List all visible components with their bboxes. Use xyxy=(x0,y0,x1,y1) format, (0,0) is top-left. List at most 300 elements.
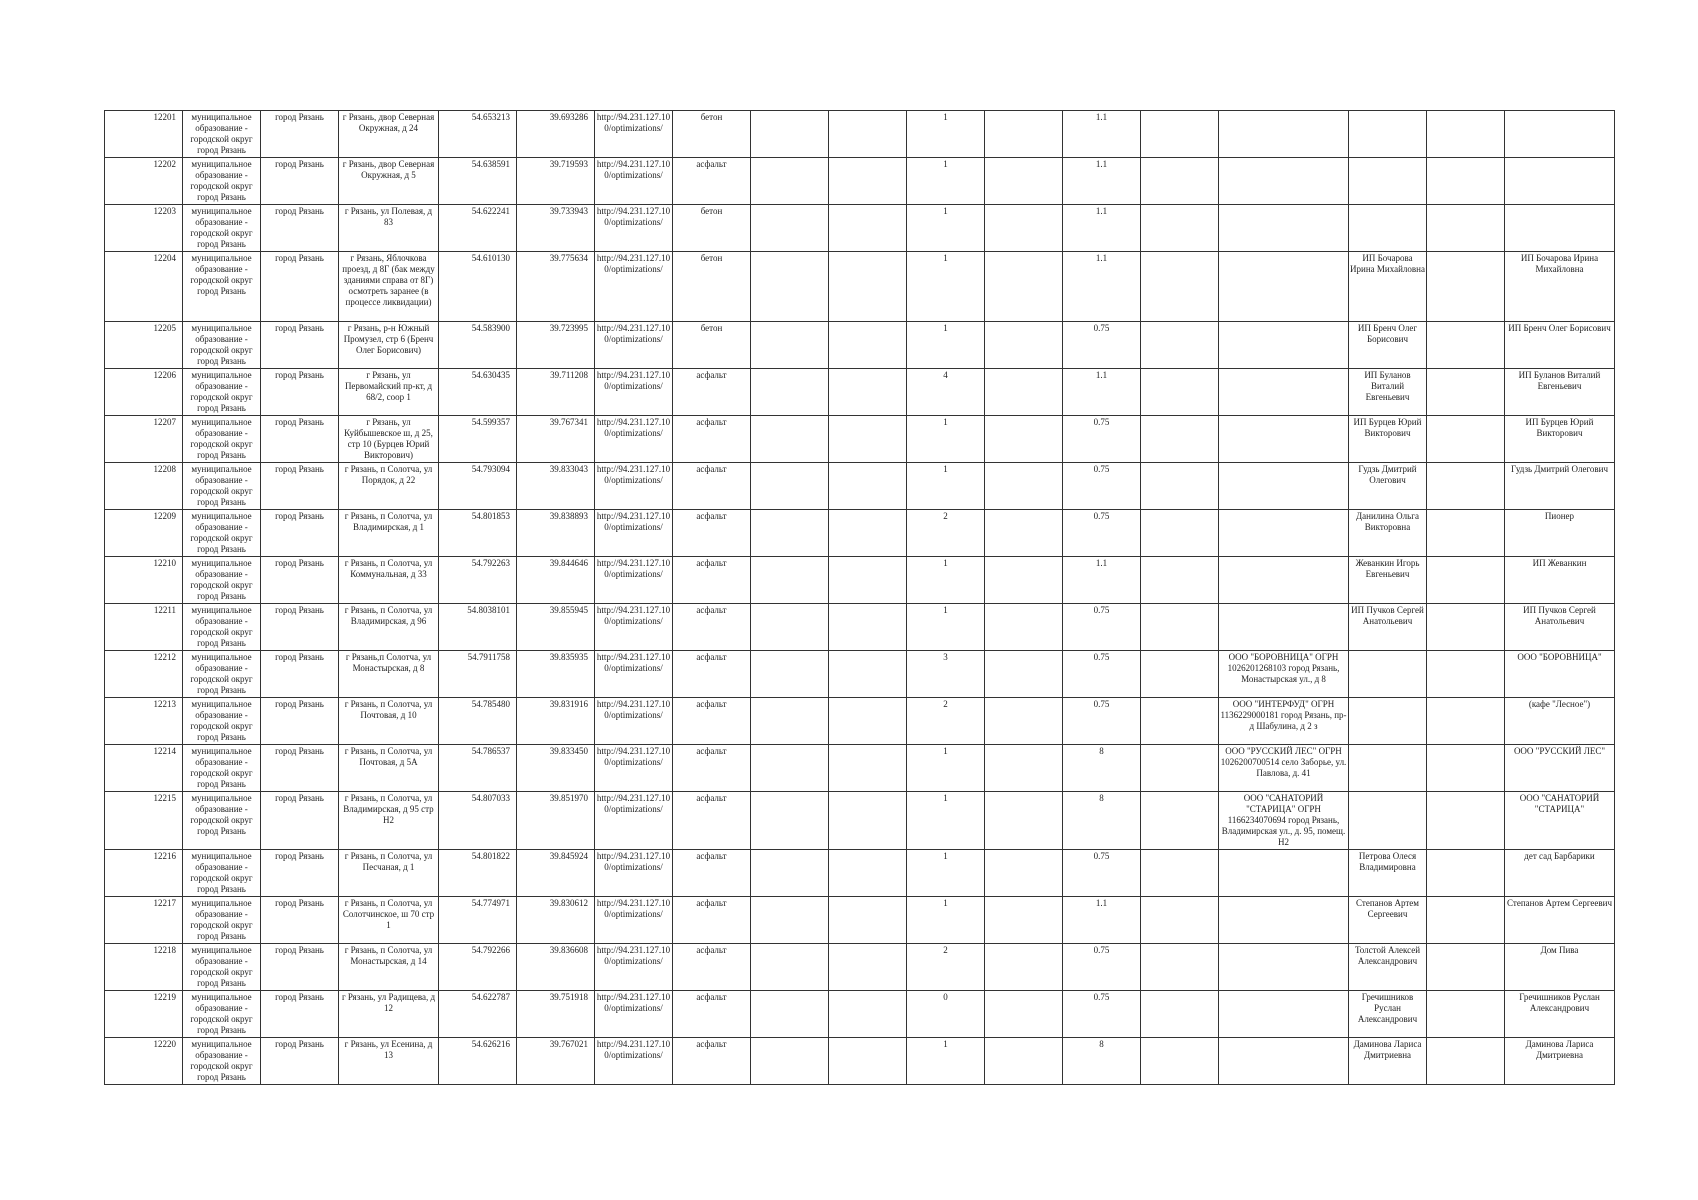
link-cell: http://94.231.127.10 0/optimizations/ xyxy=(595,205,673,252)
empty-cell xyxy=(985,698,1063,745)
latitude-cell: 54.786537 xyxy=(439,745,517,792)
organization-cell xyxy=(1219,897,1349,944)
container-count-cell: 3 xyxy=(907,651,985,698)
longitude-cell: 39.833043 xyxy=(517,463,595,510)
link-cell: http://94.231.127.10 0/optimizations/ xyxy=(595,252,673,322)
municipality-cell: муниципальное образование - городской округ город Рязань xyxy=(183,792,261,850)
empty-cell xyxy=(1427,205,1505,252)
latitude-cell: 54.792263 xyxy=(439,557,517,604)
organization-cell xyxy=(1219,111,1349,158)
municipality-cell: муниципальное образование - городской округ город Рязань xyxy=(183,991,261,1038)
settlement-cell: город Рязань xyxy=(261,1038,339,1085)
longitude-cell: 39.751918 xyxy=(517,991,595,1038)
empty-cell xyxy=(985,604,1063,651)
container-count-cell: 1 xyxy=(907,745,985,792)
settlement-cell: город Рязань xyxy=(261,897,339,944)
address-cell: г Рязань, р-н Южный Промузел, стр 6 (Бренч Олег Борисович) xyxy=(339,322,439,369)
empty-cell xyxy=(1427,604,1505,651)
surface-cell: асфальт xyxy=(673,850,751,897)
table-row xyxy=(105,1038,1615,1085)
longitude-cell: 39.733943 xyxy=(517,205,595,252)
settlement-cell: город Рязань xyxy=(261,369,339,416)
organization-cell xyxy=(1219,252,1349,322)
address-cell: г Рязань, п Солотча, ул Монастырская, д 14 xyxy=(339,944,439,991)
container-count-cell: 0 xyxy=(907,991,985,1038)
empty-cell xyxy=(829,158,907,205)
municipality-cell: муниципальное образование - городской округ город Рязань xyxy=(183,850,261,897)
surface-cell: асфальт xyxy=(673,369,751,416)
container-volume-cell: 0.75 xyxy=(1063,850,1141,897)
empty-cell xyxy=(1427,1038,1505,1085)
surface-cell: асфальт xyxy=(673,991,751,1038)
empty-cell xyxy=(1141,1038,1219,1085)
empty-cell xyxy=(1141,698,1219,745)
organization-cell xyxy=(1219,463,1349,510)
latitude-cell: 54.583900 xyxy=(439,322,517,369)
owner-cell xyxy=(1349,745,1427,792)
address-cell: г Рязань, двор Северная Окружная, д 24 xyxy=(339,111,439,158)
owner-name-cell xyxy=(1505,111,1615,158)
table-row xyxy=(105,698,1615,745)
site-id-cell: 12209 xyxy=(105,510,183,557)
owner-cell: ИП Бочарова Ирина Михайловна xyxy=(1349,252,1427,322)
container-count-cell: 2 xyxy=(907,944,985,991)
owner-cell xyxy=(1349,111,1427,158)
owner-cell: Даминова Лариса Дмитриевна xyxy=(1349,1038,1427,1085)
latitude-cell: 54.599357 xyxy=(439,416,517,463)
owner-cell xyxy=(1349,158,1427,205)
empty-cell xyxy=(751,369,829,416)
link-cell: http://94.231.127.10 0/optimizations/ xyxy=(595,158,673,205)
container-count-cell: 1 xyxy=(907,604,985,651)
empty-cell xyxy=(829,651,907,698)
longitude-cell: 39.767341 xyxy=(517,416,595,463)
link-cell: http://94.231.127.10 0/optimizations/ xyxy=(595,557,673,604)
link-cell: http://94.231.127.10 0/optimizations/ xyxy=(595,1038,673,1085)
table-row xyxy=(105,111,1615,158)
longitude-cell: 39.835935 xyxy=(517,651,595,698)
longitude-cell: 39.838893 xyxy=(517,510,595,557)
owner-cell xyxy=(1349,205,1427,252)
empty-cell xyxy=(1427,369,1505,416)
table-row xyxy=(105,651,1615,698)
site-id-cell: 12218 xyxy=(105,944,183,991)
municipality-cell: муниципальное образование - городской округ город Рязань xyxy=(183,416,261,463)
surface-cell: асфальт xyxy=(673,944,751,991)
longitude-cell: 39.711208 xyxy=(517,369,595,416)
empty-cell xyxy=(985,322,1063,369)
municipality-cell: муниципальное образование - городской округ город Рязань xyxy=(183,944,261,991)
address-cell: г Рязань, ул Куйбышевское ш, д 25, стр 10 (Бурцев Юрий Викторович) xyxy=(339,416,439,463)
table-row xyxy=(105,369,1615,416)
empty-cell xyxy=(985,158,1063,205)
organization-cell xyxy=(1219,604,1349,651)
empty-cell xyxy=(985,1038,1063,1085)
site-id-cell: 12214 xyxy=(105,745,183,792)
address-cell: г Рязань, двор Северная Окружная, д 5 xyxy=(339,158,439,205)
table-row xyxy=(105,158,1615,205)
container-volume-cell: 0.75 xyxy=(1063,698,1141,745)
site-id-cell: 12208 xyxy=(105,463,183,510)
empty-cell xyxy=(829,944,907,991)
container-count-cell: 1 xyxy=(907,158,985,205)
table-row xyxy=(105,557,1615,604)
empty-cell xyxy=(829,792,907,850)
owner-name-cell: ИП Бочарова Ирина Михайловна xyxy=(1505,252,1615,322)
empty-cell xyxy=(751,322,829,369)
longitude-cell: 39.693286 xyxy=(517,111,595,158)
empty-cell xyxy=(1141,322,1219,369)
surface-cell: асфальт xyxy=(673,897,751,944)
empty-cell xyxy=(1427,111,1505,158)
container-sites-table xyxy=(104,110,1615,1085)
empty-cell xyxy=(751,604,829,651)
empty-cell xyxy=(829,111,907,158)
settlement-cell: город Рязань xyxy=(261,205,339,252)
empty-cell xyxy=(829,897,907,944)
surface-cell: асфальт xyxy=(673,416,751,463)
organization-cell xyxy=(1219,322,1349,369)
latitude-cell: 54.785480 xyxy=(439,698,517,745)
surface-cell: бетон xyxy=(673,252,751,322)
municipality-cell: муниципальное образование - городской округ город Рязань xyxy=(183,322,261,369)
table-row xyxy=(105,944,1615,991)
table-row xyxy=(105,205,1615,252)
empty-cell xyxy=(1141,604,1219,651)
container-volume-cell: 0.75 xyxy=(1063,991,1141,1038)
table-row xyxy=(105,510,1615,557)
settlement-cell: город Рязань xyxy=(261,158,339,205)
empty-cell xyxy=(1427,158,1505,205)
longitude-cell: 39.830612 xyxy=(517,897,595,944)
container-volume-cell: 1.1 xyxy=(1063,557,1141,604)
table-row xyxy=(105,322,1615,369)
empty-cell xyxy=(751,850,829,897)
owner-name-cell: Степанов Артем Сергеевич xyxy=(1505,897,1615,944)
empty-cell xyxy=(1427,745,1505,792)
site-id-cell: 12217 xyxy=(105,897,183,944)
organization-cell xyxy=(1219,944,1349,991)
empty-cell xyxy=(985,557,1063,604)
owner-name-cell: ИП Бренч Олег Борисович xyxy=(1505,322,1615,369)
organization-cell: ООО "ИНТЕРФУД" ОГРН 1136229000181 город Рязань, пр-д Шабулина, д 2 з xyxy=(1219,698,1349,745)
site-id-cell: 12212 xyxy=(105,651,183,698)
latitude-cell: 54.7911758 xyxy=(439,651,517,698)
empty-cell xyxy=(1141,510,1219,557)
longitude-cell: 39.719593 xyxy=(517,158,595,205)
container-volume-cell: 0.75 xyxy=(1063,651,1141,698)
settlement-cell: город Рязань xyxy=(261,991,339,1038)
owner-cell: Степанов Артем Сергеевич xyxy=(1349,897,1427,944)
container-volume-cell: 1.1 xyxy=(1063,205,1141,252)
empty-cell xyxy=(1427,651,1505,698)
address-cell: г Рязань, ул Радищева, д 12 xyxy=(339,991,439,1038)
empty-cell xyxy=(751,745,829,792)
owner-cell: Толстой Алексей Александрович xyxy=(1349,944,1427,991)
longitude-cell: 39.767021 xyxy=(517,1038,595,1085)
surface-cell: асфальт xyxy=(673,510,751,557)
table-row xyxy=(105,897,1615,944)
settlement-cell: город Рязань xyxy=(261,252,339,322)
latitude-cell: 54.8038101 xyxy=(439,604,517,651)
longitude-cell: 39.836608 xyxy=(517,944,595,991)
owner-name-cell: ИП Буланов Виталий Евгеньевич xyxy=(1505,369,1615,416)
empty-cell xyxy=(1427,463,1505,510)
empty-cell xyxy=(751,463,829,510)
surface-cell: бетон xyxy=(673,322,751,369)
link-cell: http://94.231.127.10 0/optimizations/ xyxy=(595,111,673,158)
empty-cell xyxy=(751,897,829,944)
address-cell: г Рязань, п Солотча, ул Владимирская, д 95 стр Н2 xyxy=(339,792,439,850)
link-cell: http://94.231.127.10 0/optimizations/ xyxy=(595,897,673,944)
municipality-cell: муниципальное образование - городской округ город Рязань xyxy=(183,698,261,745)
empty-cell xyxy=(985,463,1063,510)
owner-name-cell: Гудзь Дмитрий Олегович xyxy=(1505,463,1615,510)
empty-cell xyxy=(1141,205,1219,252)
container-count-cell: 1 xyxy=(907,897,985,944)
owner-cell xyxy=(1349,792,1427,850)
empty-cell xyxy=(985,252,1063,322)
address-cell: г Рязань, ул Есенина, д 13 xyxy=(339,1038,439,1085)
container-count-cell: 1 xyxy=(907,463,985,510)
empty-cell xyxy=(1141,745,1219,792)
latitude-cell: 54.638591 xyxy=(439,158,517,205)
municipality-cell: муниципальное образование - городской округ город Рязань xyxy=(183,369,261,416)
empty-cell xyxy=(1141,416,1219,463)
empty-cell xyxy=(751,698,829,745)
link-cell: http://94.231.127.10 0/optimizations/ xyxy=(595,416,673,463)
owner-name-cell: дет сад Барбарики xyxy=(1505,850,1615,897)
empty-cell xyxy=(829,510,907,557)
empty-cell xyxy=(829,205,907,252)
empty-cell xyxy=(1427,557,1505,604)
table-row xyxy=(105,745,1615,792)
address-cell: г Рязань, п Солотча, ул Владимирская, д 1 xyxy=(339,510,439,557)
empty-cell xyxy=(985,369,1063,416)
link-cell: http://94.231.127.10 0/optimizations/ xyxy=(595,322,673,369)
latitude-cell: 54.622787 xyxy=(439,991,517,1038)
empty-cell xyxy=(829,1038,907,1085)
surface-cell: асфальт xyxy=(673,651,751,698)
empty-cell xyxy=(829,745,907,792)
container-volume-cell: 0.75 xyxy=(1063,510,1141,557)
longitude-cell: 39.855945 xyxy=(517,604,595,651)
container-volume-cell: 8 xyxy=(1063,1038,1141,1085)
site-id-cell: 12213 xyxy=(105,698,183,745)
settlement-cell: город Рязань xyxy=(261,604,339,651)
owner-name-cell: ИП Пучков Сергей Анатольевич xyxy=(1505,604,1615,651)
empty-cell xyxy=(1141,651,1219,698)
empty-cell xyxy=(829,322,907,369)
empty-cell xyxy=(829,698,907,745)
site-id-cell: 12203 xyxy=(105,205,183,252)
owner-name-cell: Даминова Лариса Дмитриевна xyxy=(1505,1038,1615,1085)
empty-cell xyxy=(751,651,829,698)
organization-cell xyxy=(1219,369,1349,416)
empty-cell xyxy=(751,991,829,1038)
organization-cell xyxy=(1219,850,1349,897)
owner-cell: Данилина Ольга Викторовна xyxy=(1349,510,1427,557)
container-count-cell: 1 xyxy=(907,252,985,322)
settlement-cell: город Рязань xyxy=(261,416,339,463)
settlement-cell: город Рязань xyxy=(261,944,339,991)
link-cell: http://94.231.127.10 0/optimizations/ xyxy=(595,604,673,651)
latitude-cell: 54.630435 xyxy=(439,369,517,416)
empty-cell xyxy=(829,604,907,651)
settlement-cell: город Рязань xyxy=(261,792,339,850)
empty-cell xyxy=(751,510,829,557)
container-count-cell: 2 xyxy=(907,698,985,745)
surface-cell: асфальт xyxy=(673,158,751,205)
table-row xyxy=(105,252,1615,322)
empty-cell xyxy=(1141,111,1219,158)
empty-cell xyxy=(985,991,1063,1038)
owner-name-cell: ООО "САНАТОРИЙ "СТАРИЦА" xyxy=(1505,792,1615,850)
empty-cell xyxy=(1141,944,1219,991)
empty-cell xyxy=(1141,850,1219,897)
empty-cell xyxy=(1427,792,1505,850)
owner-cell: Петрова Олеся Владимировна xyxy=(1349,850,1427,897)
empty-cell xyxy=(751,158,829,205)
empty-cell xyxy=(751,416,829,463)
longitude-cell: 39.723995 xyxy=(517,322,595,369)
empty-cell xyxy=(751,792,829,850)
organization-cell: ООО "САНАТОРИЙ "СТАРИЦА" ОГРН 1166234070694 город Рязань, Владимирская ул., д. 95, помещ. Н2 xyxy=(1219,792,1349,850)
empty-cell xyxy=(751,111,829,158)
link-cell: http://94.231.127.10 0/optimizations/ xyxy=(595,463,673,510)
latitude-cell: 54.801822 xyxy=(439,850,517,897)
container-volume-cell: 0.75 xyxy=(1063,944,1141,991)
address-cell: г Рязань, ул Полевая, д 83 xyxy=(339,205,439,252)
site-id-cell: 12202 xyxy=(105,158,183,205)
settlement-cell: город Рязань xyxy=(261,463,339,510)
surface-cell: бетон xyxy=(673,111,751,158)
owner-name-cell xyxy=(1505,158,1615,205)
empty-cell xyxy=(829,850,907,897)
empty-cell xyxy=(985,792,1063,850)
empty-cell xyxy=(1427,416,1505,463)
empty-cell xyxy=(751,1038,829,1085)
link-cell: http://94.231.127.10 0/optimizations/ xyxy=(595,991,673,1038)
container-volume-cell: 0.75 xyxy=(1063,322,1141,369)
container-count-cell: 2 xyxy=(907,510,985,557)
municipality-cell: муниципальное образование - городской округ город Рязань xyxy=(183,510,261,557)
site-id-cell: 12211 xyxy=(105,604,183,651)
organization-cell xyxy=(1219,205,1349,252)
empty-cell xyxy=(829,369,907,416)
empty-cell xyxy=(1427,698,1505,745)
site-id-cell: 12201 xyxy=(105,111,183,158)
container-count-cell: 1 xyxy=(907,850,985,897)
owner-cell: ИП Буланов Виталий Евгеньевич xyxy=(1349,369,1427,416)
empty-cell xyxy=(829,463,907,510)
empty-cell xyxy=(985,745,1063,792)
surface-cell: асфальт xyxy=(673,604,751,651)
container-volume-cell: 0.75 xyxy=(1063,416,1141,463)
link-cell: http://94.231.127.10 0/optimizations/ xyxy=(595,850,673,897)
empty-cell xyxy=(1427,322,1505,369)
longitude-cell: 39.844646 xyxy=(517,557,595,604)
surface-cell: асфальт xyxy=(673,1038,751,1085)
owner-name-cell xyxy=(1505,205,1615,252)
longitude-cell: 39.851970 xyxy=(517,792,595,850)
empty-cell xyxy=(1141,897,1219,944)
site-id-cell: 12220 xyxy=(105,1038,183,1085)
empty-cell xyxy=(1427,897,1505,944)
container-volume-cell: 8 xyxy=(1063,792,1141,850)
table-row xyxy=(105,463,1615,510)
empty-cell xyxy=(751,205,829,252)
owner-name-cell: ООО "РУССКИЙ ЛЕС" xyxy=(1505,745,1615,792)
latitude-cell: 54.793094 xyxy=(439,463,517,510)
table-row xyxy=(105,850,1615,897)
site-id-cell: 12204 xyxy=(105,252,183,322)
owner-cell: ИП Бренч Олег Борисович xyxy=(1349,322,1427,369)
settlement-cell: город Рязань xyxy=(261,322,339,369)
owner-name-cell: ООО "БОРОВНИЦА" xyxy=(1505,651,1615,698)
site-id-cell: 12216 xyxy=(105,850,183,897)
empty-cell xyxy=(985,850,1063,897)
municipality-cell: муниципальное образование - городской округ город Рязань xyxy=(183,158,261,205)
surface-cell: асфальт xyxy=(673,463,751,510)
latitude-cell: 54.626216 xyxy=(439,1038,517,1085)
owner-cell xyxy=(1349,698,1427,745)
address-cell: г Рязань, п Солотча, ул Порядок, д 22 xyxy=(339,463,439,510)
container-volume-cell: 1.1 xyxy=(1063,158,1141,205)
empty-cell xyxy=(1141,557,1219,604)
longitude-cell: 39.831916 xyxy=(517,698,595,745)
organization-cell: ООО "РУССКИЙ ЛЕС" ОГРН 1026200700514 село Заборье, ул. Павлова, д. 41 xyxy=(1219,745,1349,792)
longitude-cell: 39.775634 xyxy=(517,252,595,322)
settlement-cell: город Рязань xyxy=(261,698,339,745)
owner-cell xyxy=(1349,651,1427,698)
empty-cell xyxy=(1427,944,1505,991)
organization-cell xyxy=(1219,557,1349,604)
municipality-cell: муниципальное образование - городской округ город Рязань xyxy=(183,897,261,944)
organization-cell xyxy=(1219,416,1349,463)
owner-name-cell: ИП Бурцев Юрий Викторович xyxy=(1505,416,1615,463)
municipality-cell: муниципальное образование - городской округ город Рязань xyxy=(183,1038,261,1085)
owner-name-cell: (кафе "Лесное") xyxy=(1505,698,1615,745)
link-cell: http://94.231.127.10 0/optimizations/ xyxy=(595,792,673,850)
surface-cell: асфальт xyxy=(673,557,751,604)
container-count-cell: 1 xyxy=(907,205,985,252)
surface-cell: бетон xyxy=(673,205,751,252)
owner-name-cell: ИП Жеванкин xyxy=(1505,557,1615,604)
municipality-cell: муниципальное образование - городской округ город Рязань xyxy=(183,111,261,158)
settlement-cell: город Рязань xyxy=(261,745,339,792)
empty-cell xyxy=(1141,252,1219,322)
settlement-cell: город Рязань xyxy=(261,850,339,897)
link-cell: http://94.231.127.10 0/optimizations/ xyxy=(595,369,673,416)
container-count-cell: 1 xyxy=(907,111,985,158)
empty-cell xyxy=(1427,252,1505,322)
site-id-cell: 12207 xyxy=(105,416,183,463)
organization-cell xyxy=(1219,158,1349,205)
container-count-cell: 1 xyxy=(907,792,985,850)
container-volume-cell: 1.1 xyxy=(1063,369,1141,416)
organization-cell xyxy=(1219,510,1349,557)
site-id-cell: 12206 xyxy=(105,369,183,416)
owner-cell: Гудзь Дмитрий Олегович xyxy=(1349,463,1427,510)
surface-cell: асфальт xyxy=(673,745,751,792)
empty-cell xyxy=(1141,158,1219,205)
empty-cell xyxy=(751,944,829,991)
municipality-cell: муниципальное образование - городской округ город Рязань xyxy=(183,463,261,510)
address-cell: г Рязань, п Солотча, ул Солотчинское, ш 70 стр 1 xyxy=(339,897,439,944)
site-id-cell: 12210 xyxy=(105,557,183,604)
container-volume-cell: 0.75 xyxy=(1063,604,1141,651)
